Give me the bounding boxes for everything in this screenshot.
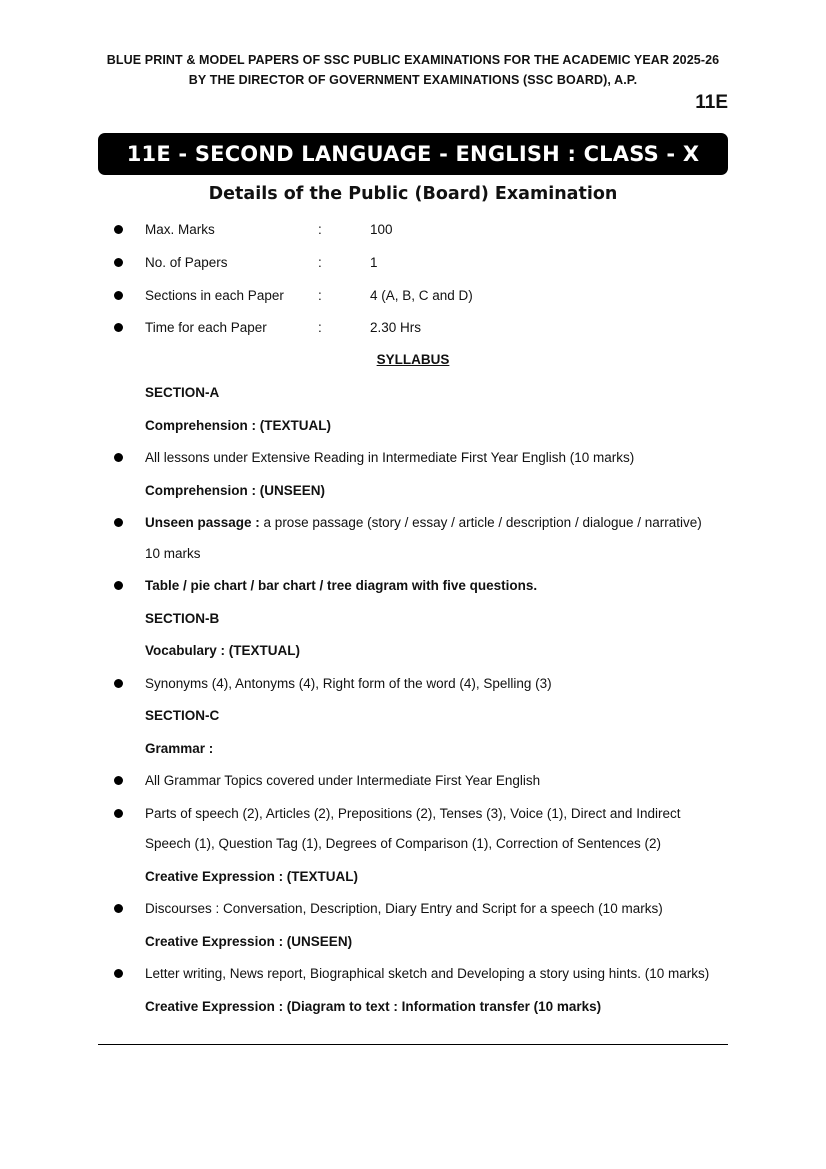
detail-label: Max. Marks <box>145 222 215 237</box>
subject-code: 11E <box>695 92 728 113</box>
comprehension-unseen-heading: Comprehension : (UNSEEN) <box>145 483 326 498</box>
bullet-icon <box>114 258 123 267</box>
bullet-icon <box>114 809 123 818</box>
list-item: Parts of speech (2), Articles (2), Prepositions (2), Tenses (3), Voice (1), Direct and Indirect <box>145 806 681 821</box>
bullet-icon <box>114 969 123 978</box>
grammar-heading: Grammar : <box>145 741 214 756</box>
unseen-passage-text: a prose passage (story / essay / article / description / dialogue / narrative) <box>259 515 702 530</box>
banner-title: 11E - SECOND LANGUAGE - ENGLISH : CLASS - X <box>126 142 700 166</box>
detail-separator: : <box>318 320 322 335</box>
detail-value: 4 (A, B, C and D) <box>370 288 473 303</box>
title-banner <box>98 133 728 175</box>
bullet-icon <box>114 291 123 300</box>
bullet-icon <box>114 225 123 234</box>
creative-expression-textual-heading: Creative Expression : (TEXTUAL) <box>145 869 359 884</box>
document-header-line-2: BY THE DIRECTOR OF GOVERNMENT EXAMINATIONS (SSC BOARD), A.P. <box>188 73 638 87</box>
detail-value: 1 <box>370 255 378 270</box>
document-header-line-1: BLUE PRINT & MODEL PAPERS OF SSC PUBLIC EXAMINATIONS FOR THE ACADEMIC YEAR 2025-26 <box>106 53 720 67</box>
page-subtitle: Details of the Public (Board) Examination <box>208 184 618 204</box>
bullet-icon <box>114 453 123 462</box>
list-item: All Grammar Topics covered under Intermediate First Year English <box>145 773 541 788</box>
bullet-icon <box>114 904 123 913</box>
comprehension-textual-heading: Comprehension : (TEXTUAL) <box>145 418 331 433</box>
unseen-passage-label: Unseen passage : <box>145 515 260 530</box>
creative-expression-unseen-heading: Creative Expression : (UNSEEN) <box>145 934 353 949</box>
section-a-heading: SECTION-A <box>145 385 220 400</box>
list-item: Discourses : Conversation, Description, Diary Entry and Script for a speech (10 marks) <box>145 901 663 916</box>
detail-separator: : <box>318 288 322 303</box>
bullet-icon <box>114 581 123 590</box>
list-item: Letter writing, News report, Biographical sketch and Developing a story using hints. (10 marks) <box>145 966 710 981</box>
bullet-icon <box>114 776 123 785</box>
list-item <box>145 515 702 530</box>
bullet-icon <box>114 518 123 527</box>
unseen-marks: 10 marks <box>145 546 201 561</box>
list-item: All lessons under Extensive Reading in Intermediate First Year English (10 marks) <box>145 450 635 465</box>
detail-label: No. of Papers <box>145 255 228 270</box>
list-item: Synonyms (4), Antonyms (4), Right form of the word (4), Spelling (3) <box>145 676 552 691</box>
creative-expression-diagram-heading: Creative Expression : (Diagram to text : Information transfer (10 marks) <box>145 999 602 1014</box>
syllabus-heading: SYLLABUS <box>376 352 450 367</box>
footer-divider <box>98 1044 728 1045</box>
section-b-heading: SECTION-B <box>145 611 220 626</box>
bullet-icon <box>114 323 123 332</box>
detail-label: Time for each Paper <box>145 320 267 335</box>
detail-separator: : <box>318 222 322 237</box>
detail-value: 2.30 Hrs <box>370 320 422 335</box>
detail-separator: : <box>318 255 322 270</box>
list-item-continuation: Speech (1), Question Tag (1), Degrees of Comparison (1), Correction of Sentences (2) <box>145 836 661 851</box>
bullet-icon <box>114 679 123 688</box>
list-item: Table / pie chart / bar chart / tree diagram with five questions. <box>145 578 538 593</box>
vocabulary-textual-heading: Vocabulary : (TEXTUAL) <box>145 643 301 658</box>
section-c-heading: SECTION-C <box>145 708 220 723</box>
detail-label: Sections in each Paper <box>145 288 284 303</box>
detail-value: 100 <box>370 222 393 237</box>
